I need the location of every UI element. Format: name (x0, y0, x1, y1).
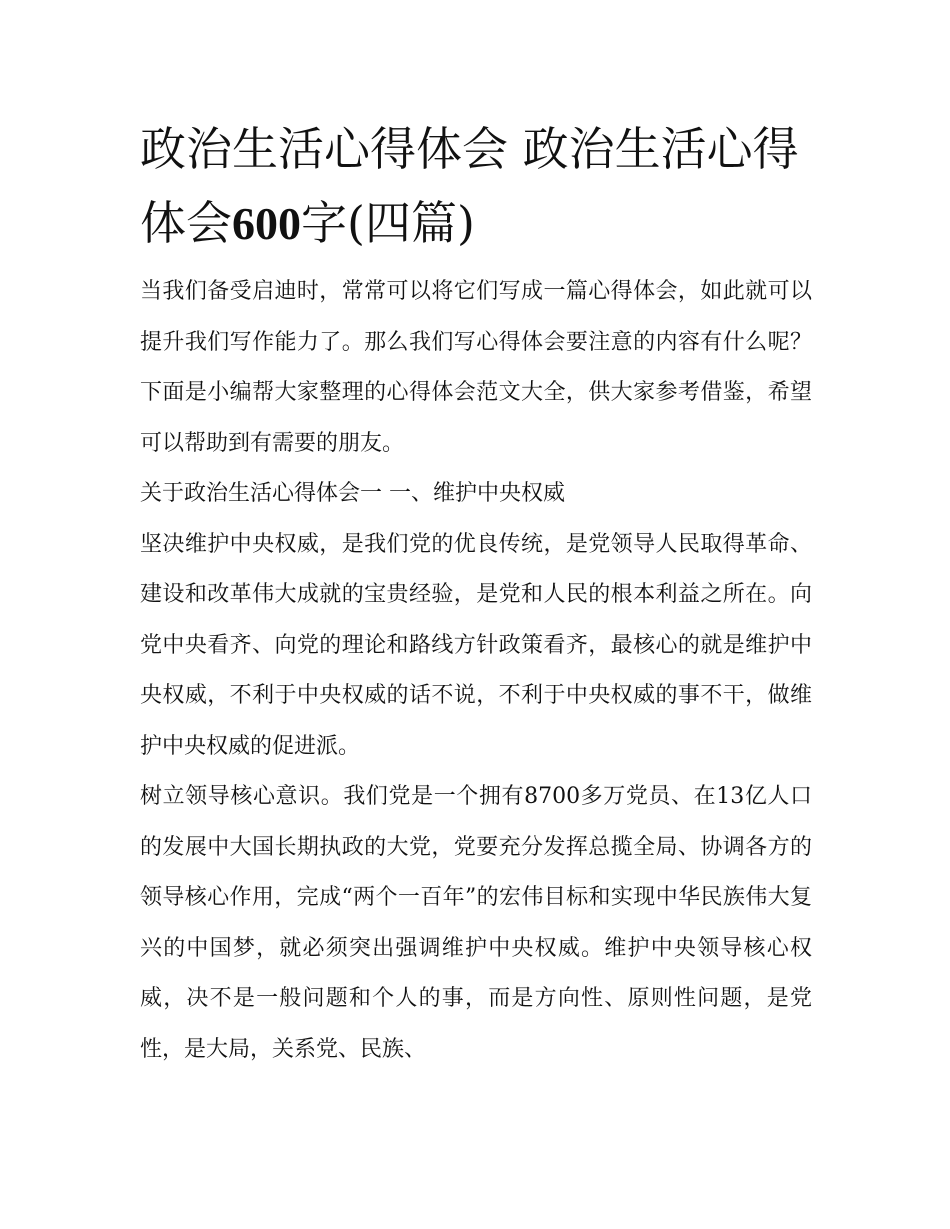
document-body (140, 112, 812, 1075)
body-paragraph: 树立领导核心意识。我们党是一个拥有8700多万党员、在13亿人口的发展中大国长期执政的大党，党要充分发挥总揽全局、协调各方的领导核心作用，完成“两个一百年”的宏伟目标和实现中华民族伟大复兴的中国梦，就必须突出强调维护中央权威。维护中央领导核心权威，决不是一般问题和个人的事，而是方向性、原则性问题，是党性，是大局，关系党、民族、 (140, 784, 813, 1062)
title-suffix: 字(四篇) (301, 196, 475, 250)
document-title (140, 112, 812, 261)
title-number: 600 (232, 198, 301, 249)
body-paragraph: 坚决维护中央权威，是我们党的优良传统，是党领导人民取得革命、建设和改革伟大成就的宝贵经验，是党和人民的根本利益之所在。向党中央看齐、向党的理论和路线方针政策看齐，最核心的就是维护中央权威，不利于中央权威的话不说，不利于中央权威的事不干，做维护中央权威的促进派。 (140, 531, 812, 759)
title-text: 政治生活心得体会 政治生活心得体会 (140, 122, 799, 250)
section-heading: 关于政治生活心得体会一 一、维护中央权威 (140, 481, 565, 506)
intro-paragraph: 当我们备受启迪时，常常可以将它们写成一篇心得体会，如此就可以提升我们写作能力了。那么我们写心得体会要注意的内容有什么呢？下面是小编帮大家整理的心得体会范文大全，供大家参考借鉴，希望可以帮助到有需要的朋友。 (140, 279, 812, 456)
